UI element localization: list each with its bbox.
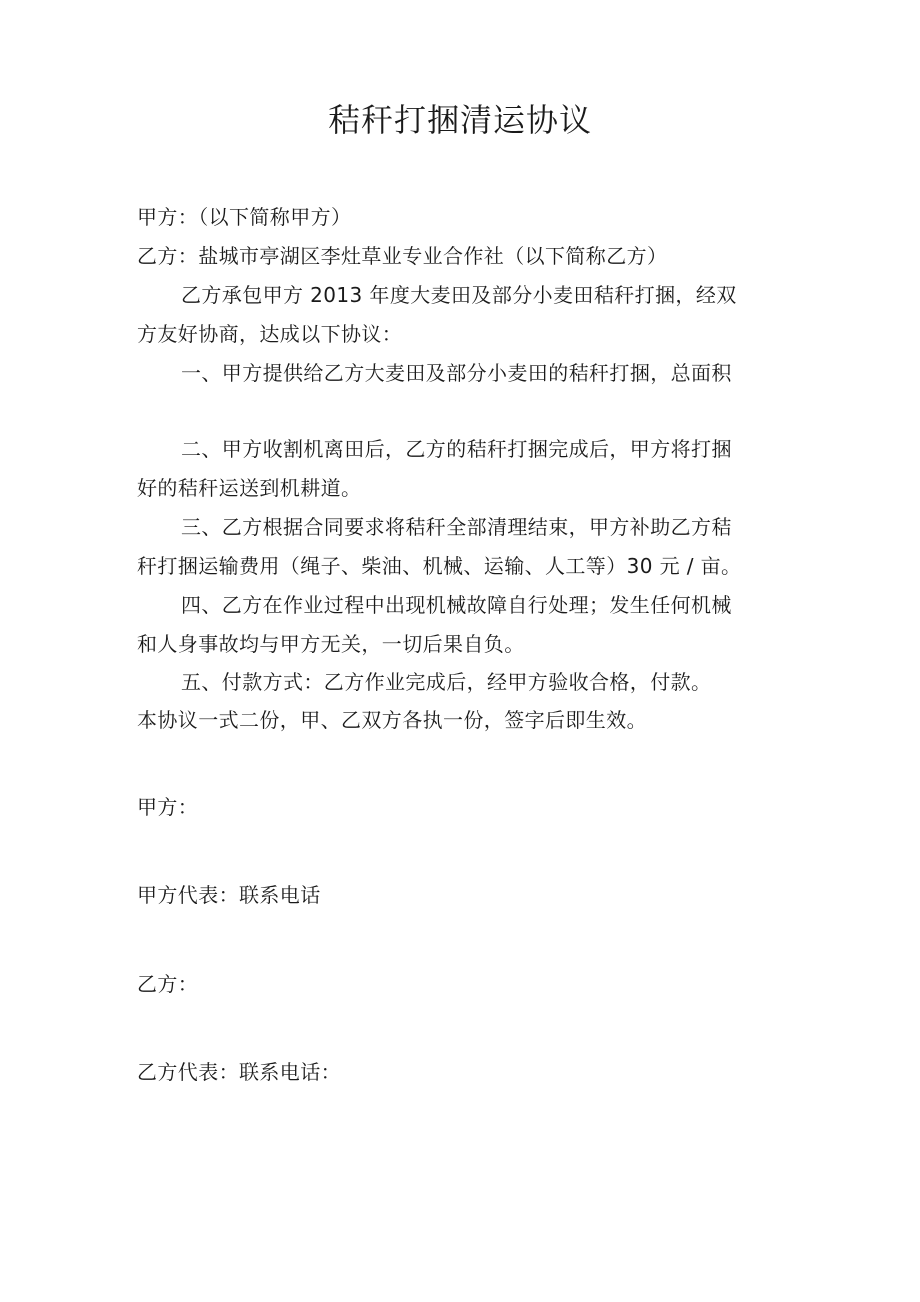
signature-party-b-rep: 乙方代表：联系电话： bbox=[137, 1060, 341, 1084]
party-a-line: 甲方：（以下简称甲方） bbox=[137, 205, 352, 229]
signature-party-a: 甲方： bbox=[137, 795, 199, 819]
intro-line-2: 方友好协商，达成以下协议： bbox=[137, 322, 403, 346]
clause-3-line-1: 三、乙方根据合同要求将秸秆全部清理结束，甲方补助乙方秸 bbox=[181, 515, 732, 539]
clause-4-line-2: 和人身事故均与甲方无关，一切后果自负。 bbox=[137, 632, 525, 656]
document-title: 秸秆打捆清运协议 bbox=[327, 101, 592, 139]
intro-line-1: 乙方承包甲方 2013 年度大麦田及部分小麦田秸秆打捆，经双 bbox=[181, 283, 737, 307]
clause-2-line-2: 好的秸秆运送到机耕道。 bbox=[137, 476, 362, 500]
clause-1-line-1: 一、甲方提供给乙方大麦田及部分小麦田的秸秆打捆，总面积 bbox=[181, 361, 732, 385]
closing-line: 本协议一式二份，甲、乙双方各执一份，签字后即生效。 bbox=[137, 708, 647, 732]
clause-5-line-1: 五、付款方式：乙方作业完成后，经甲方验收合格，付款。 bbox=[181, 670, 712, 694]
clause-2-line-1: 二、甲方收割机离田后，乙方的秸秆打捆完成后，甲方将打捆 bbox=[181, 437, 732, 461]
clause-3-line-2: 秆打捆运输费用（绳子、柴油、机械、运输、人工等）30 元 / 亩。 bbox=[137, 554, 742, 578]
signature-party-b: 乙方： bbox=[137, 972, 199, 996]
party-b-line: 乙方：盐城市亭湖区李灶草业专业合作社（以下简称乙方） bbox=[137, 244, 668, 268]
signature-party-a-rep: 甲方代表：联系电话 bbox=[137, 883, 321, 907]
clause-4-line-1: 四、乙方在作业过程中出现机械故障自行处理；发生任何机械 bbox=[181, 593, 732, 617]
